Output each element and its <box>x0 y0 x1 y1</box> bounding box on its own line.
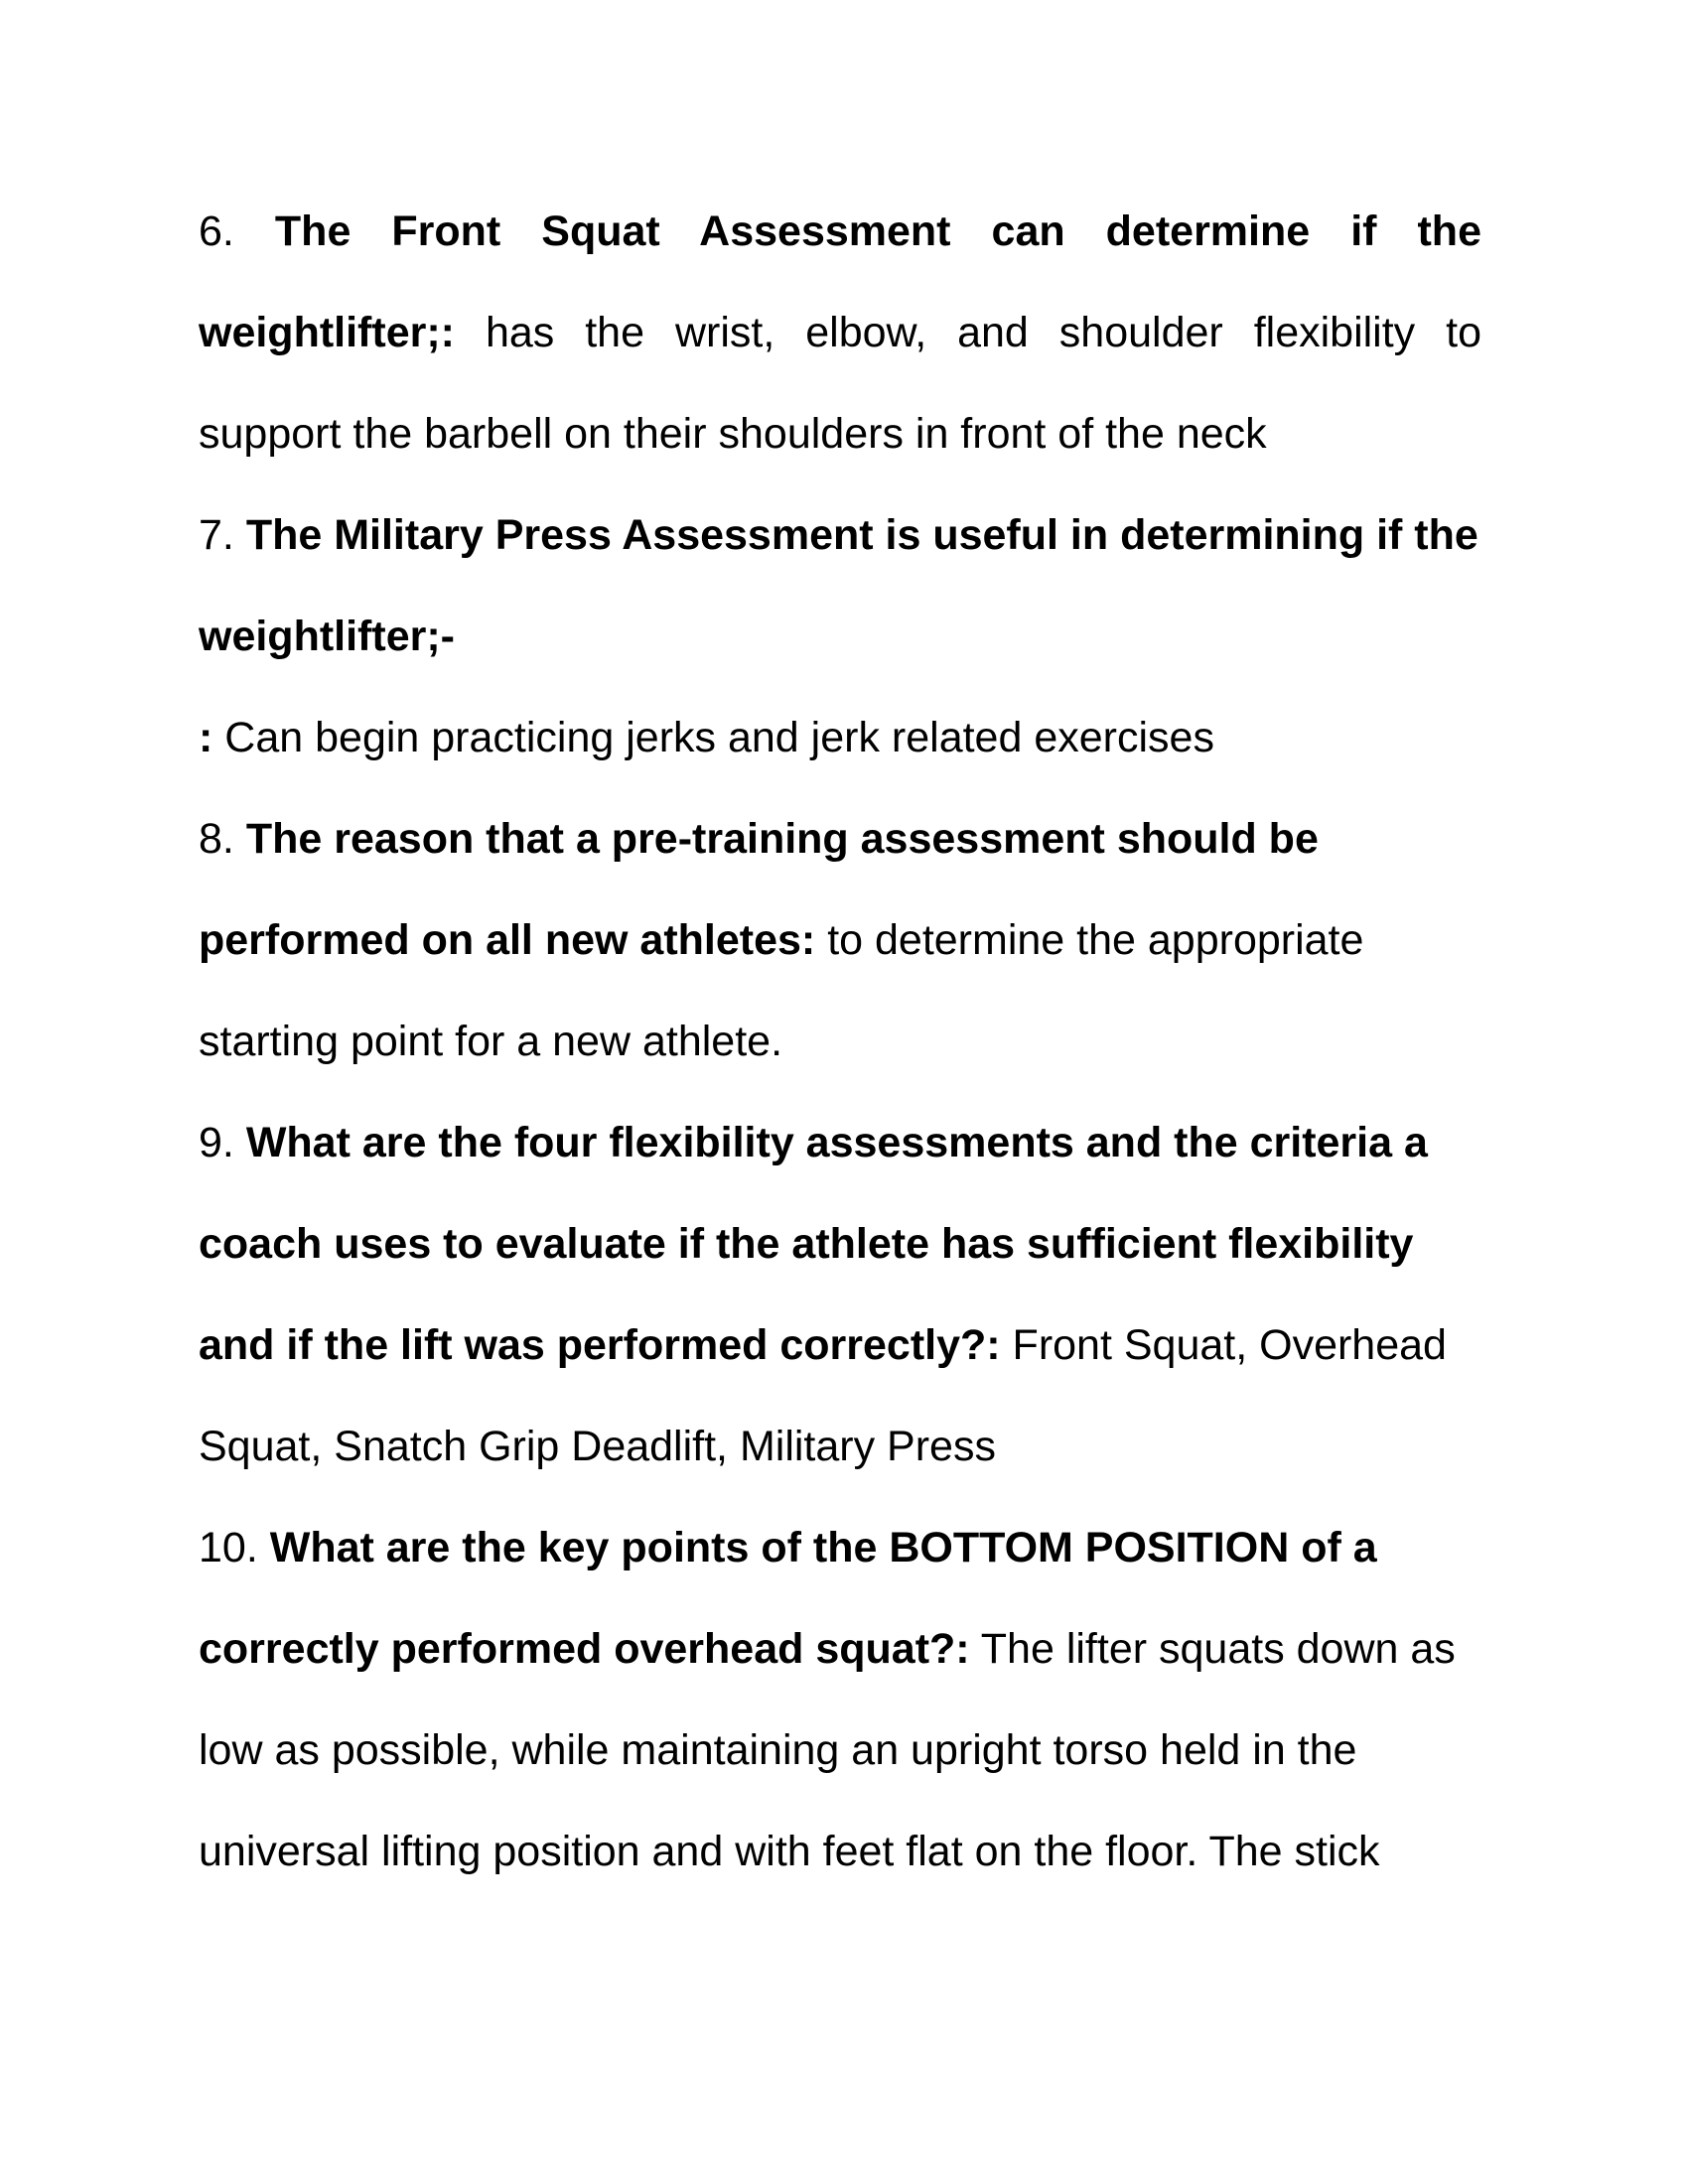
qa-item-6 <box>199 181 1481 484</box>
qa-item-10 <box>199 1497 1481 1902</box>
question-text: The Military Press Assessment is useful in determining if the weightlifter;- <box>199 511 1478 660</box>
item-number: 8. <box>199 815 234 863</box>
item-number: 10. <box>199 1524 258 1571</box>
question-text: The reason that a pre-training assessment should be performed on all new athletes: <box>199 815 1319 964</box>
question-text: What are the four flexibility assessments and the criteria a coach uses to evaluate if the athlete has sufficient flexibility and if the lift was performed correctly?: <box>199 1119 1428 1369</box>
qa-item-8 <box>199 788 1481 1092</box>
answer-text: to determine the appropriate starting point for a new athlete. <box>199 916 1364 1065</box>
document-page <box>199 181 1481 1902</box>
answer-prefix: : <box>199 714 213 761</box>
question-text: The Front Squat Assessment can determine if the weightlifter;: <box>199 207 1481 356</box>
answer-text: The lifter squats down as low as possible, while maintaining an upright torso held in the universal lifting position and with feet flat on the floor. The stick <box>199 1625 1456 1875</box>
qa-item-7 <box>199 484 1481 788</box>
answer-text: has the wrist, elbow, and shoulder flexibility to support the barbell on their shoulders in front of the neck <box>199 309 1481 458</box>
qa-item-9 <box>199 1092 1481 1497</box>
question-text: What are the key points of the BOTTOM POSITION of a correctly performed overhead squat?: <box>199 1524 1377 1673</box>
item-number: 7. <box>199 511 234 559</box>
answer-text: Front Squat, Overhead Squat, Snatch Grip Deadlift, Military Press <box>199 1321 1447 1470</box>
answer-text: Can begin practicing jerks and jerk related exercises <box>224 714 1214 761</box>
item-number: 9. <box>199 1119 234 1166</box>
item-number: 6. <box>199 207 234 255</box>
